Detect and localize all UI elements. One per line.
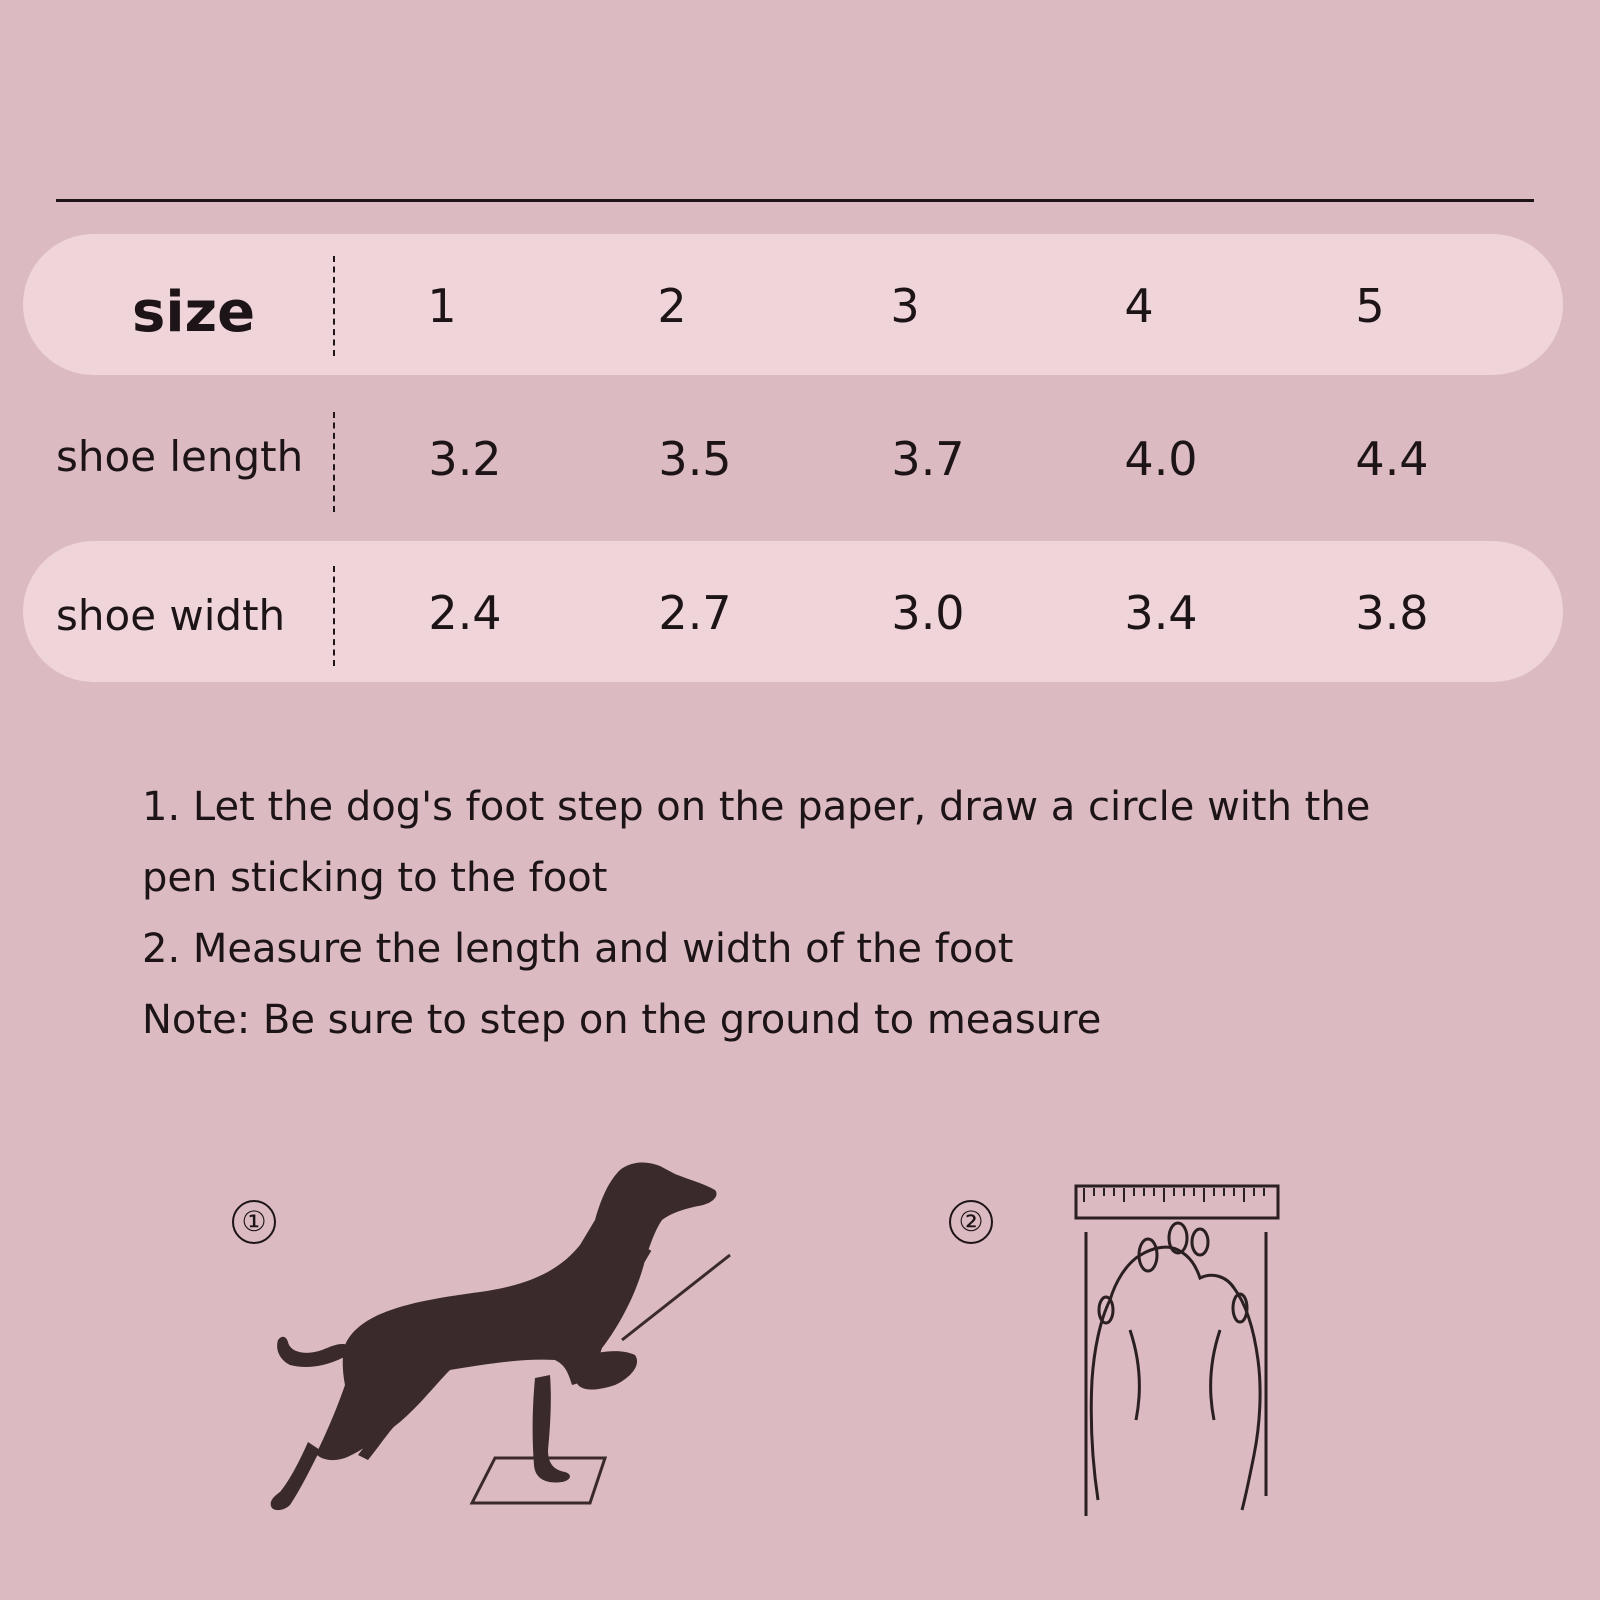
length-cell: 4.0 (1124, 432, 1198, 486)
width-cell: 3.8 (1355, 586, 1429, 640)
width-cell: 2.7 (658, 586, 732, 640)
length-cell: 4.4 (1355, 432, 1429, 486)
shoe-length-row-label: shoe length (56, 432, 304, 481)
size-cell: 2 (657, 279, 687, 333)
size-chart-table (0, 0, 1600, 700)
length-cell: 3.7 (891, 432, 965, 486)
width-cell: 3.0 (891, 586, 965, 640)
instruction-step-1: 1. Let the dog's foot step on the paper, draw a circle with the pen sticking to the foot (142, 784, 1371, 901)
width-cell: 2.4 (428, 586, 502, 640)
dog-stepping-on-paper-icon (250, 1160, 770, 1540)
length-row-divider (333, 412, 335, 512)
measurement-instructions (142, 772, 1442, 1056)
width-row-divider (333, 566, 335, 666)
step-2-marker: ② (949, 1200, 993, 1244)
width-cell: 3.4 (1124, 586, 1198, 640)
size-cell: 5 (1355, 279, 1385, 333)
size-cell: 1 (427, 279, 457, 333)
length-cell: 3.2 (428, 432, 502, 486)
instruction-step-2: 2. Measure the length and width of the foot (142, 926, 1014, 972)
instruction-note: Note: Be sure to step on the ground to measure (142, 997, 1102, 1043)
size-row-divider (333, 256, 335, 356)
size-cell: 3 (890, 279, 920, 333)
size-row-label: size (132, 280, 256, 345)
shoe-width-row-label: shoe width (56, 591, 286, 640)
step-1-marker: ① (232, 1200, 276, 1244)
paw-measurement-ruler-icon (1070, 1180, 1290, 1540)
length-cell: 3.5 (658, 432, 732, 486)
size-cell: 4 (1124, 279, 1154, 333)
